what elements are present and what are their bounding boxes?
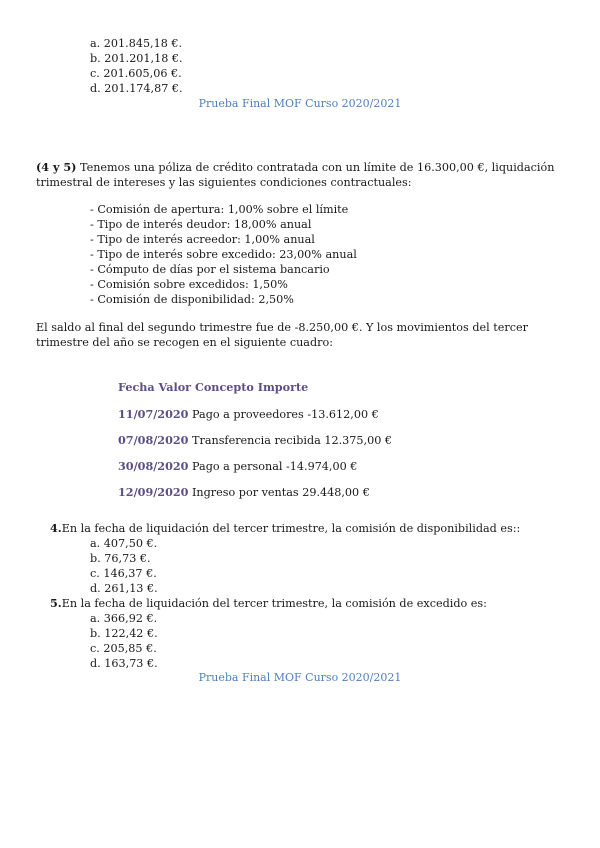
q4-option-d[interactable]: d. 261,13 €. [90, 582, 158, 595]
intro-label: (4 y 5) [36, 160, 77, 174]
q4-option-a[interactable]: a. 407,50 €. [90, 537, 158, 550]
q5-option-a[interactable]: a. 366,92 €. [90, 612, 158, 625]
table-header: Fecha Valor Concepto Importe [118, 380, 309, 394]
prev-option-d: d. 201.174,87 €. [90, 82, 183, 95]
intro-paragraph [36, 160, 566, 190]
prev-option-a: a. 201.845,18 €. [90, 37, 183, 50]
balance-paragraph: El saldo al final del segundo trimestre fue de -8.250,00 €. Y los movimientos del tercer trimestre del año se recogen en el siguiente cuadro: [36, 321, 528, 349]
row-date: 12/09/2020 [118, 485, 189, 499]
q5-option-b[interactable]: b. 122,42 €. [90, 627, 158, 640]
question-4: 4.En la fecha de liquidación del tercer trimestre, la comisión de disponibilidad es:: [50, 521, 521, 535]
q4-option-b[interactable]: b. 76,73 €. [90, 552, 151, 565]
intro-text: Tenemos una póliza de crédito contratada con un límite de 16.300,00 €, liquidación trimestral de intereses y las siguientes condiciones contractuales: [36, 161, 555, 189]
condition-item: - Comisión de apertura: 1,00% sobre el límite [90, 203, 349, 216]
condition-item: - Comisión de disponibilidad: 2,50% [90, 293, 294, 306]
prev-option-c: c. 201.605,06 €. [90, 67, 182, 80]
row-date: 07/08/2020 [118, 433, 189, 447]
condition-item: - Cómputo de días por el sistema bancario [90, 263, 330, 276]
condition-item: - Tipo de interés acreedor: 1,00% anual [90, 233, 315, 246]
q4-option-c[interactable]: c. 146,37 €. [90, 567, 157, 580]
condition-item: - Tipo de interés sobre excedido: 23,00% anual [90, 248, 357, 261]
page-footer-1: Prueba Final MOF Curso 2020/2021 [198, 97, 402, 110]
question-5: 5.En la fecha de liquidación del tercer trimestre, la comisión de excedido es: [50, 596, 487, 610]
row-date: 11/07/2020 [118, 407, 189, 421]
table-row: 12/09/2020 Ingreso por ventas 29.448,00 € [118, 485, 370, 499]
q5-option-c[interactable]: c. 205,85 €. [90, 642, 157, 655]
table-row: 30/08/2020 Pago a personal -14.974,00 € [118, 459, 358, 473]
page-footer-2: Prueba Final MOF Curso 2020/2021 [198, 671, 402, 684]
prev-option-b: b. 201.201,18 €. [90, 52, 183, 65]
row-date: 30/08/2020 [118, 459, 189, 473]
condition-item: - Comisión sobre excedidos: 1,50% [90, 278, 288, 291]
condition-item: - Tipo de interés deudor: 18,00% anual [90, 218, 312, 231]
table-row: 11/07/2020 Pago a proveedores -13.612,00 € [118, 407, 379, 421]
q5-option-d[interactable]: d. 163,73 €. [90, 657, 158, 670]
table-row: 07/08/2020 Transferencia recibida 12.375,00 € [118, 433, 392, 447]
